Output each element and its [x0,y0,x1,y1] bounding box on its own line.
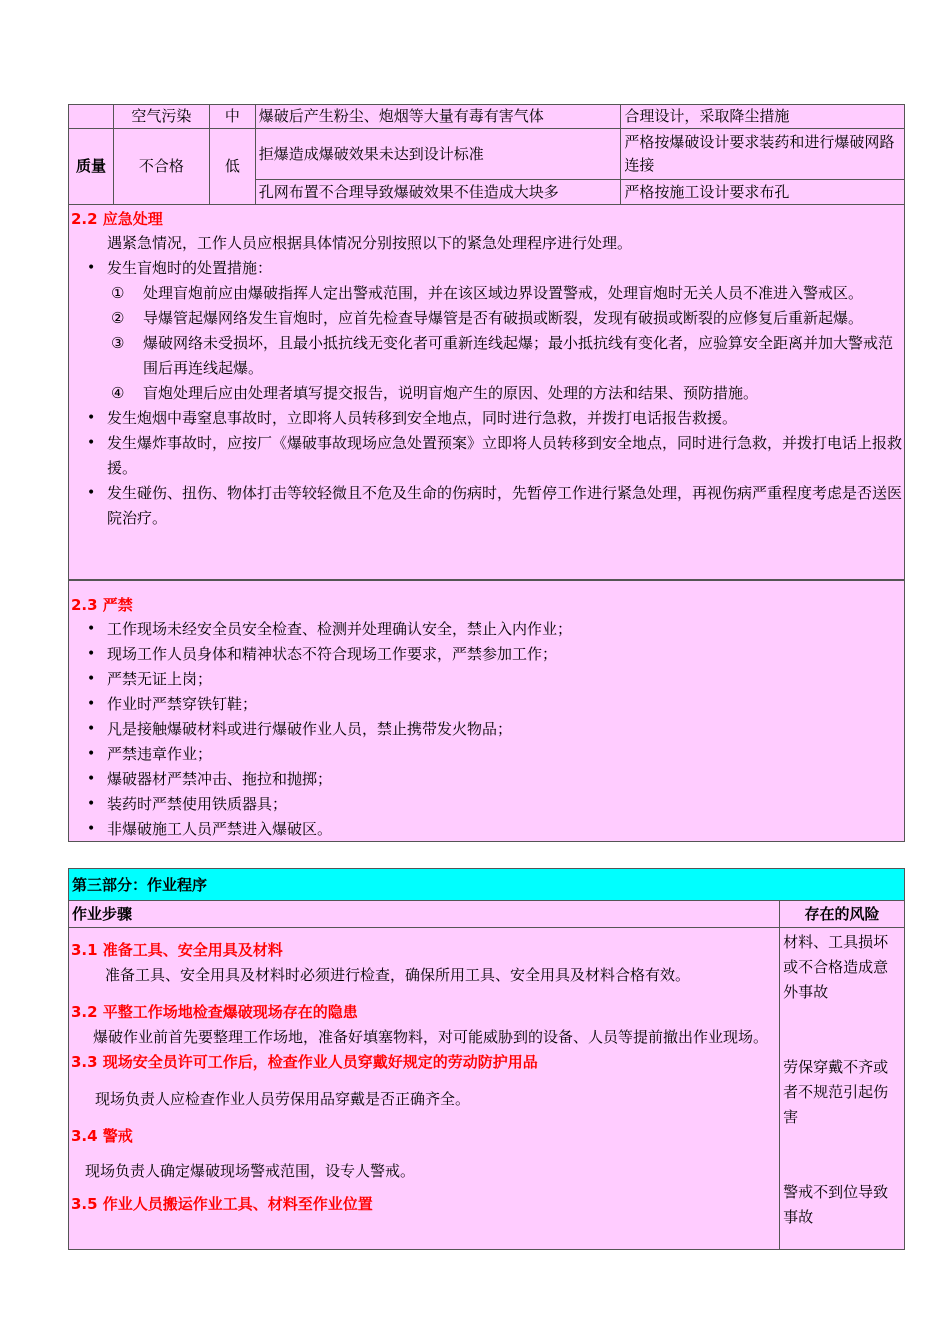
step-title: 3.1 准备工具、安全用具及材料 [71,941,283,959]
risk-text: 材料、工具损坏或不合格造成意外事故 [783,933,889,1001]
risk-item: 空气污染 [113,105,209,129]
step-title: 3.2 平整工作场地检查爆破现场存在的隐患 [71,1003,358,1021]
risk-cause: 爆破后产生粉尘、炮烟等大量有毒有害气体 [255,105,621,129]
risk-measure: 合理设计，采取降尘措施 [621,105,905,129]
list-item: • 发生爆炸事故时，应按厂《爆破事故现场应急处置预案》立即将人员转移到安全地点，同时进行急救，并拨打电话上报救援。 [69,431,904,481]
step-title: 3.3 现场安全员许可工作后，检查作业人员穿戴好规定的劳动防护用品 [71,1053,538,1071]
prohibit-section [68,580,905,842]
emergency-section [68,204,905,580]
column-header-risk: 存在的风险 [780,901,905,928]
column-header-step: 作业步骤 [69,901,780,928]
table-row [69,928,905,1250]
risk-table [68,104,905,205]
list-item: • 严禁违章作业； [69,742,904,767]
step-title: 3.5 作业人员搬运作业工具、材料至作业位置 [71,1195,373,1213]
risk-text: 劳保穿戴不齐或者不规范引起伤害 [783,1058,889,1126]
risk-text: 警戒不到位导致事故 [783,1183,889,1226]
step-text: 处理盲炮前应由爆破指挥人定出警戒范围，并在该区域边界设置警戒，处理盲炮时无关人员不准进入警戒区。 [143,284,864,302]
step-body: 准备工具、安全用具及材料时必须进行检查，确保所用工具、安全用具及材料合格有效。 [105,966,691,984]
list-item: • 爆破器材严禁冲击、拖拉和抛掷； [69,767,904,792]
risk-category [69,105,114,129]
step-text: 爆破网络未受损坏，且最小抵抗线无变化者可重新连线起爆；最小抵抗线有变化者，应验算安全距离并加大警戒范围后再连线起爆。 [143,334,894,377]
list-item [69,256,904,406]
step-mark: ② [111,309,125,327]
step-item [69,331,902,381]
list-item: • 凡是接触爆破材料或进行爆破作业人员，禁止携带发火物品； [69,717,904,742]
risk-measure: 严格按爆破设计要求装药和进行爆破网路连接 [621,129,905,180]
table-row [69,869,905,901]
risk-item: 不合格 [113,129,209,205]
risk-cause: 孔网布置不合理导致爆破效果不佳造成大块多 [255,180,621,205]
list-item: • 作业时严禁穿铁钉鞋； [69,692,904,717]
table-row [69,129,905,180]
step-mark: ③ [111,334,125,352]
step-item [69,381,902,406]
section-title: 2.2 应急处理 [71,210,163,228]
procedure-table [68,868,905,1250]
part-title: 第三部分：作业程序 [69,869,905,901]
list-item: • 发生碰伤、扭伤、物体打击等较轻微且不危及生命的伤病时，先暂停工作进行紧急处理，再视伤病严重程度考虑是否送医院治疗。 [69,481,904,531]
step-body: 现场负责人确定爆破现场警戒范围，设专人警戒。 [85,1162,416,1180]
step-text: 盲炮处理后应由处理者填写提交报告，说明盲炮产生的原因、处理的方法和结果、预防措施。 [143,384,759,402]
list-item: • 工作现场未经安全员安全检查、检测并处理确认安全，禁止入内作业； [69,617,904,642]
step-title: 3.4 警戒 [71,1127,133,1145]
risk-measure: 严格按施工设计要求布孔 [621,180,905,205]
step-item [69,306,902,331]
list-item: • 严禁无证上岗； [69,667,904,692]
procedure-risks [780,928,905,1250]
list-item: • 发生炮烟中毒窒息事故时，立即将人员转移到安全地点，同时进行急救，并拨打电话报告救援。 [69,406,904,431]
step-body: 爆破作业前首先要整理工作场地，准备好填塞物料，对可能威胁到的设备、人员等提前撤出作业现场。 [93,1028,769,1046]
section-title: 2.3 严禁 [71,596,133,614]
risk-category: 质量 [69,129,114,205]
step-mark: ④ [111,384,125,402]
list-item-text: 发生盲炮时的处置措施： [107,259,273,277]
step-item [69,281,902,306]
step-text: 导爆管起爆网络发生盲炮时，应首先检查导爆管是否有破损或断裂，发现有破损或断裂的应修复后重新起爆。 [143,309,864,327]
risk-level: 中 [209,105,255,129]
risk-level: 低 [209,129,255,205]
step-body: 现场负责人应检查作业人员劳保用品穿戴是否正确齐全。 [95,1090,471,1108]
list-item: • 装药时严禁使用铁质器具； [69,792,904,817]
procedure-steps [69,928,780,1250]
step-mark: ① [111,284,125,302]
list-item: • 现场工作人员身体和精神状态不符合现场工作要求，严禁参加工作； [69,642,904,667]
intro-text: 遇紧急情况，工作人员应根据具体情况分别按照以下的紧急处理程序进行处理。 [107,234,633,252]
risk-cause: 拒爆造成爆破效果未达到设计标准 [255,129,621,180]
table-row [69,105,905,129]
list-item: • 非爆破施工人员严禁进入爆破区。 [69,817,904,842]
table-row [69,901,905,928]
